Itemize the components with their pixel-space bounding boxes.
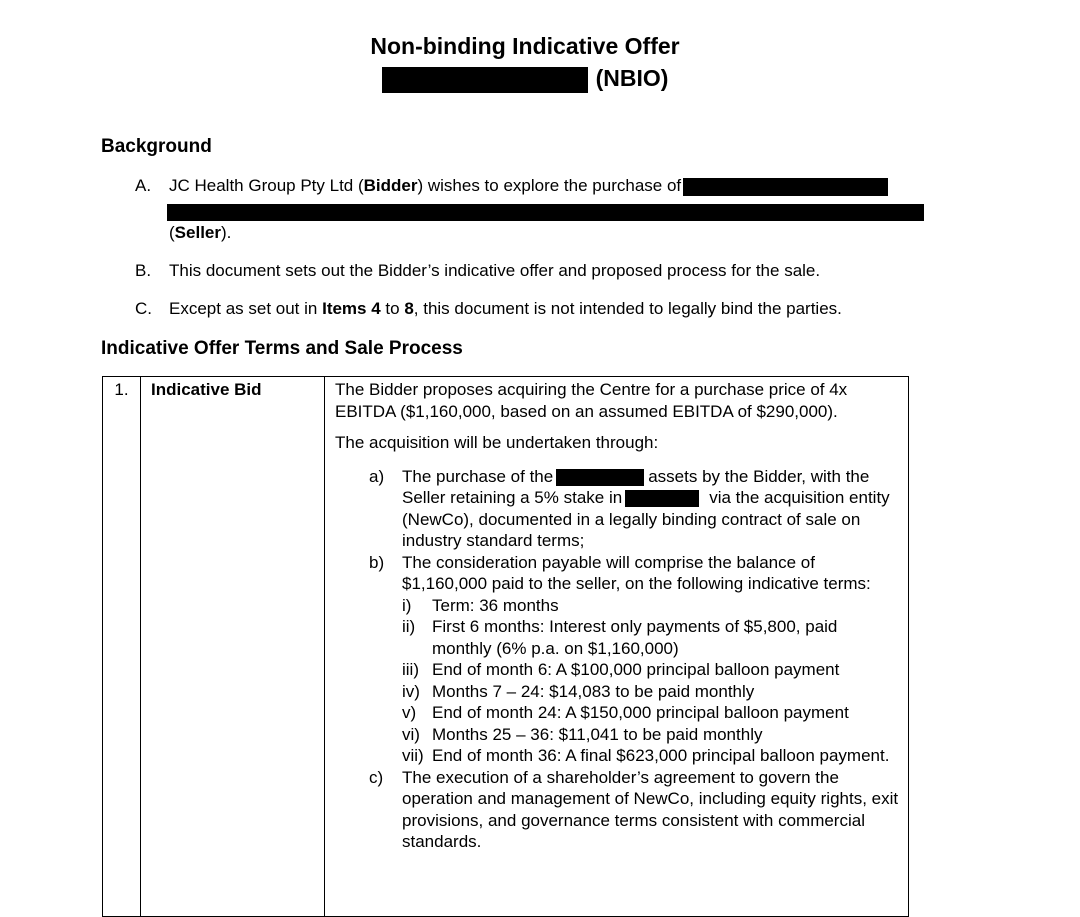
bid-paragraph: The Bidder proposes acquiring the Centre for a purchase price of 4x EBITDA ($1,160,000, based on an assumed EBITDA of $290,000).	[335, 380, 848, 421]
row-number: 1.	[103, 377, 141, 917]
row-heading: Indicative Bid	[141, 377, 325, 917]
document-title: Non-binding Indicative Offer	[370, 33, 680, 59]
background-heading: Background	[101, 136, 212, 157]
terms-heading: Indicative Offer Terms and Sale Process	[101, 338, 463, 359]
sub-list-item: iv) Months 7 – 24: $14,083 to be paid monthly	[402, 681, 755, 701]
sub-list-item: iii) End of month 6: A $100,000 principal balloon payment	[402, 660, 840, 679]
list-item: c) The execution of a shareholder’s agreement to govern the operation and management of NewCo, including equity rights, exit provisions, and governance terms consistent with commercial standards.	[369, 767, 899, 851]
background-item-a-continued: (Seller).	[169, 223, 232, 242]
background-item-b: B. This document sets out the Bidder’s indicative offer and proposed process for the sale.	[135, 261, 821, 280]
items-4-term: Items 4	[322, 299, 381, 318]
acquisition-intro: The acquisition will be undertaken through:	[335, 433, 659, 452]
redacted-block	[625, 490, 699, 507]
sub-list-item: vii) End of month 36: A final $623,000 principal balloon payment.	[402, 746, 890, 765]
bidder-term: Bidder	[363, 176, 418, 195]
sub-list-item: vi) Months 25 – 36: $11,041 to be paid monthly	[402, 724, 763, 744]
terms-table	[102, 376, 909, 917]
item-8-term: 8	[404, 299, 414, 318]
item-label: B.	[135, 261, 152, 280]
sub-list-item: i) Term: 36 months	[402, 595, 559, 615]
list-item: a) The purchase of the assets by the Bidder, with the Seller retaining a 5% stake in via the acquisition entity (NewCo), documented in a legally binding contract of sale on industry standard terms;	[369, 466, 890, 550]
redacted-block	[167, 204, 924, 221]
subtitle-suffix: (NBIO)	[595, 65, 669, 91]
redacted-block	[382, 67, 588, 93]
background-item-c: C. Except as set out in Items 4 to 8, this document is not intended to legally bind the parties.	[135, 299, 842, 318]
seller-term: Seller	[174, 223, 221, 242]
row-body	[325, 377, 909, 917]
sub-list-item: v) End of month 24: A $150,000 principal balloon payment	[402, 703, 849, 722]
document-subtitle	[0, 65, 1050, 93]
item-label: A.	[135, 176, 152, 195]
list-item: b) The consideration payable will comprise the balance of $1,160,000 paid to the seller, on the following indicative terms: i) Term: 36 months ii) First 6 months: Interest only payments of $5,800, paid monthly (6% p.a. on $1,160,000) iii) End of month 6: A $100,000 principal balloon payment iv) Months 7 – 24: $14,083 to be paid monthly v) End of month 24: A $150,000 principal balloon payment vi) Months 25 – 36: $11,041 to be paid monthly vii) End of month 36: A final $623,000 principal balloon payment.	[369, 552, 900, 767]
redacted-block	[556, 469, 644, 486]
sub-list-item: ii) First 6 months: Interest only payments of $5,800, paid monthly (6% p.a. on $1,160,000)	[402, 617, 838, 658]
redacted-block	[683, 178, 888, 196]
item-label: C.	[135, 299, 152, 318]
table-row	[103, 377, 909, 917]
background-item-a: A. JC Health Group Pty Ltd (Bidder) wishes to explore the purchase of	[135, 176, 888, 196]
